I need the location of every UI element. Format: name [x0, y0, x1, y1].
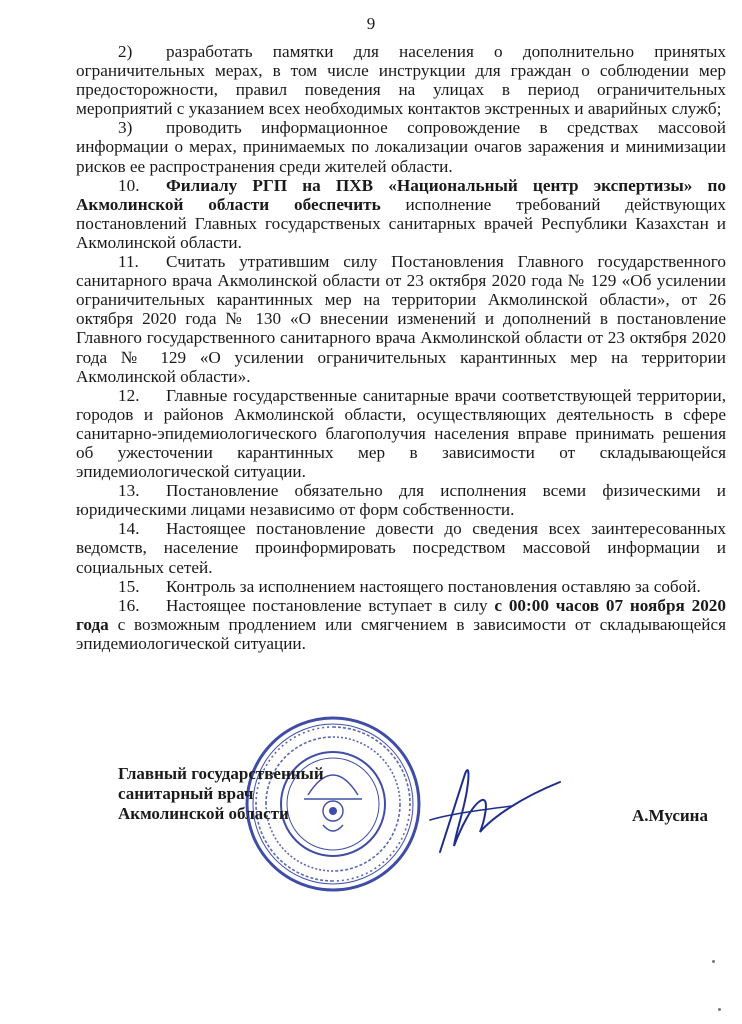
signatory-title-line: Акмолинской области: [118, 804, 289, 823]
paragraph-number: 10.: [118, 175, 140, 195]
paragraph: [76, 596, 726, 653]
paragraph-text: Считать утратившим силу Постановления Главного государственного санитарного врача Акмолинской области от 23 октября 2020 года № 129 «Об усилении ограничительных карантинных мер на территории Акмолинской области», от 26 октября 2020 года № 130 «О внесении изменений и дополнений в постановление Главного государственного санитарного врача Акмолинской области от 23 октября 2020 года № 129 «О усилении ограничительных карантинных мер на территории Акмолинской области».: [76, 252, 726, 386]
paragraph-bold-text: с 00:00 часов 07 ноября 2020 года: [76, 595, 726, 634]
paragraph-text: с возможным продлением или смягчением в зависимости от складывающейся эпидемиологической ситуации.: [76, 614, 726, 653]
paragraph-number: 16.: [118, 595, 140, 615]
paragraph-text: проводить информационное сопровождение в средствах массовой информации о мерах, принимаемых по локализации очагов заражения и минимизации рисков ее распространения среди жителей области.: [76, 118, 726, 176]
paragraph: [76, 577, 726, 596]
document-body: [76, 42, 726, 653]
paragraph-number: 15.: [118, 576, 140, 596]
paragraph-text: разработать памятки для населения о дополнительно принятых ограничительных мерах, в том числе инструкции для граждан о соблюдении мер предосторожности, правил поведения на улицах в период ограничительных мероприятий с указанием всех необходимых контактов экстренных и аварийных служб;: [76, 42, 726, 119]
handwritten-signature: [420, 760, 570, 860]
scan-speck: [712, 960, 715, 963]
signatory-title: [118, 764, 324, 824]
paragraph-number: 3): [118, 118, 133, 138]
paragraph: [76, 481, 726, 519]
paragraph-bold-text: Филиалу РГП на ПХВ «Национальный центр экспертизы» по Акмолинской области обеспечить: [76, 175, 726, 214]
paragraph-number: 12.: [118, 385, 140, 405]
paragraph-text: исполнение требований действующих постановлений Главных государственых санитарных врачей Республики Казахстан и Акмолинской области.: [76, 194, 726, 252]
signatory-title-line: санитарный врач: [118, 784, 254, 803]
paragraph-text: Постановление обязательно для исполнения всеми физическими и юридическими лицами независимо от форм собственности.: [76, 481, 726, 520]
paragraph: [76, 519, 726, 576]
paragraph: [76, 118, 726, 175]
paragraph-number: 2): [118, 42, 133, 61]
scan-speck: [718, 1008, 721, 1011]
paragraph: [76, 386, 726, 481]
paragraph-text: Настоящее постановление вступает в силу: [166, 595, 495, 615]
paragraph-number: 11.: [118, 252, 139, 272]
signatory-title-line: Главный государственный: [118, 764, 324, 783]
paragraph-text: Контроль за исполнением настоящего постановления оставляю за собой.: [166, 576, 701, 596]
paragraph: [76, 252, 726, 386]
paragraph: [76, 42, 726, 118]
paragraph-text: Настоящее постановление довести до сведения всех заинтересованных ведомств, население проинформировать посредством массовой информации и социальных сетей.: [76, 519, 726, 577]
paragraph: [76, 176, 726, 252]
paragraph-text: Главные государственные санитарные врачи соответствующей территории, городов и районов Акмолинской области, осуществляющих деятельность в сфере санитарно-эпидемиологического благополучия населения вправе принимать решения об ужесточении карантинных мер в зависимости от складывающейся эпидемиологической ситуации.: [76, 385, 726, 482]
page-number: 9: [366, 14, 376, 33]
signatory-name: А.Мусина: [632, 806, 708, 825]
paragraph-number: 13.: [118, 481, 140, 501]
paragraph-number: 14.: [118, 519, 140, 539]
